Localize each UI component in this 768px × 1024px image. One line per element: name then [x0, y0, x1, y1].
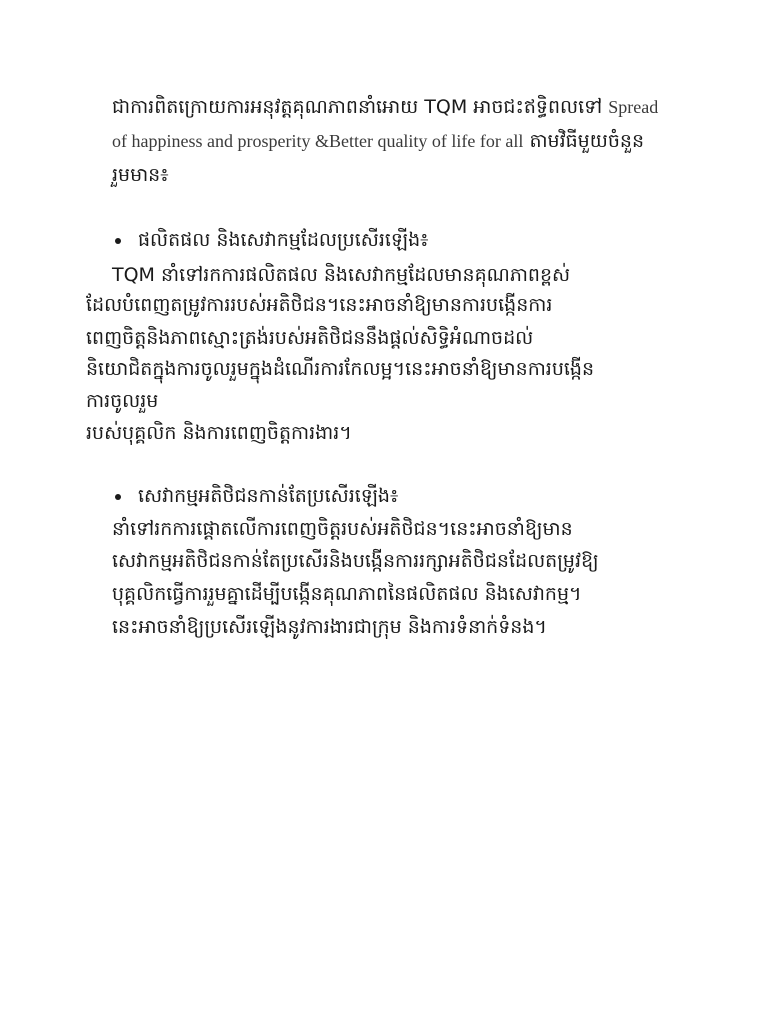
section-1-line-3: ពេញចិត្តនិងភាពស្មោះត្រង់របស់អតិថិជននឹងផ្តល់សិទ្ធិអំណាចដល់ — [86, 327, 534, 349]
intro-line-2 — [112, 126, 644, 156]
intro-line-1 — [112, 92, 658, 122]
section-2-line-4: នេះអាចនាំឱ្យប្រសើរឡើងនូវការងារជាក្រុម និងការទំនាក់ទំនង។ — [112, 616, 547, 638]
intro-line-1-english: Spread — [608, 97, 659, 117]
section-1-line-1: TQM នាំទៅរកការផលិតផល និងសេវាកម្មដែលមានគុណភាពខ្ពស់ — [112, 264, 571, 286]
section-1-line-4: និយោជិតក្នុងការចូលរួមក្នុងដំណើរការកែលម្អ។នេះអាចនាំឱ្យមានការបង្កើន — [86, 358, 595, 380]
intro-line-3: រួមមាន៖ — [112, 164, 169, 186]
bullet-1-dot — [115, 238, 121, 244]
intro-line-1-khmer: ជាការពិតក្រោយការអនុវត្តគុណភាពនាំអោយ TQM អាចជះឥទ្ធិពលទៅ — [112, 96, 603, 118]
section-2-heading: សេវាកម្មអតិថិជនកាន់តែប្រសើរឡើង៖ — [138, 485, 399, 507]
section-1-heading: ផលិតផល និងសេវាកម្មដែលប្រសើរឡើង៖ — [138, 229, 429, 251]
section-1-line-5: ការចូលរួម — [86, 390, 159, 412]
bullet-2-dot — [115, 494, 121, 500]
section-2-line-3: បុគ្គលិកធ្វើការរួមគ្នាដើម្បីបង្កើនគុណភាពនៃផលិតផល និងសេវាកម្ម។ — [112, 583, 582, 605]
intro-line-2-english: of happiness and prosperity &Better quality of life for all — [112, 131, 524, 151]
section-1-line-2: ដែលបំពេញតម្រូវការរបស់អតិថិជន។នេះអាចនាំឱ្យមានការបង្កើនការ — [86, 294, 553, 316]
section-1-line-6: របស់បុគ្គលិក និងការពេញចិត្តការងារ។ — [86, 422, 352, 444]
section-2-line-2: សេវាកម្មអតិថិជនកាន់តែប្រសើរនិងបង្កើនការរក្សាអតិថិជនដែលតម្រូវឱ្យ — [112, 550, 599, 572]
section-2-line-1: នាំទៅរកការផ្តោតលើការពេញចិត្តរបស់អតិថិជន។នេះអាចនាំឱ្យមាន — [112, 518, 573, 540]
intro-line-2-khmer: តាមវិធីមួយចំនួន — [529, 130, 645, 152]
